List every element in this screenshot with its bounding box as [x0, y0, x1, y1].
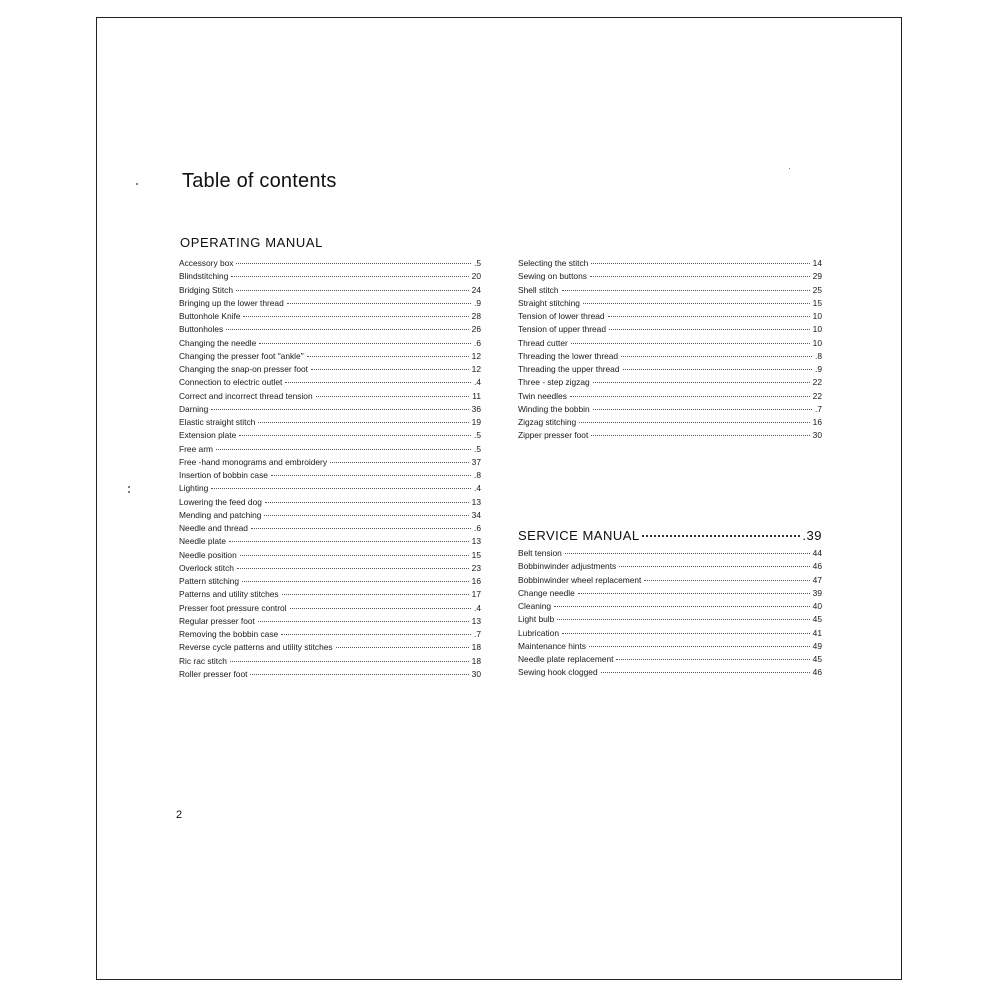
- toc-entry-page: .5: [474, 443, 481, 454]
- toc-entry-title: Light bulb: [518, 614, 555, 625]
- toc-entry-page: .4: [474, 602, 481, 613]
- toc-entry-title: Ric rac stitch: [179, 655, 227, 666]
- toc-entry-title: Mending and patching: [179, 509, 262, 520]
- toc-entry-page: .8: [815, 350, 822, 361]
- scan-speck: [136, 183, 138, 185]
- dot-leader: [226, 329, 468, 330]
- dot-leader: [236, 290, 469, 291]
- toc-entry-title: Extension plate: [179, 430, 237, 441]
- toc-entry-page: 13: [471, 536, 481, 547]
- toc-entry-title: Connection to electric outlet: [179, 377, 283, 388]
- toc-entry: [179, 310, 481, 323]
- toc-entry-title: Maintenance hints: [518, 640, 586, 651]
- toc-entry: [518, 270, 822, 283]
- scan-speck: [128, 486, 130, 488]
- toc-entry-title: Bobbinwinder wheel replacement: [518, 574, 642, 585]
- toc-entry: [179, 363, 481, 376]
- scan-speck: [789, 168, 790, 169]
- dot-leader: [316, 396, 470, 397]
- toc-entry-title: Elastic straight stitch: [179, 417, 256, 427]
- toc-entry: [518, 587, 822, 600]
- dot-leader: [259, 343, 471, 344]
- dot-leader: [290, 608, 471, 609]
- dot-leader: [251, 528, 471, 529]
- toc-entry-title: Free -hand monograms and embroidery: [179, 456, 328, 467]
- toc-entry-title: Needle plate: [179, 536, 227, 547]
- toc-entry-page: 20: [471, 271, 481, 282]
- toc-entry: [179, 535, 481, 548]
- toc-entry-title: Thread cutter: [518, 337, 568, 348]
- toc-entry: [179, 562, 481, 575]
- dot-leader: [591, 263, 809, 264]
- toc-entry: [179, 390, 481, 403]
- toc-entry: [179, 522, 481, 535]
- toc-entry: [179, 284, 481, 297]
- dot-leader: [591, 435, 809, 436]
- toc-entry: [179, 602, 481, 615]
- toc-entry-page: 10: [812, 324, 822, 335]
- toc-entry: [179, 549, 481, 562]
- toc-entry-title: Shell stitch: [518, 284, 559, 295]
- toc-entry: [179, 416, 481, 429]
- dot-leader: [608, 316, 810, 317]
- toc-entry-title: Changing the snap-on presser foot: [179, 364, 308, 374]
- toc-entry-title: Insertion of bobbin case: [179, 470, 268, 480]
- toc-entry-title: Needle and thread: [179, 523, 248, 533]
- toc-entry-title: Cleaning: [518, 601, 552, 611]
- dot-leader: [211, 488, 471, 489]
- toc-entry-title: Presser foot pressure control: [179, 602, 287, 613]
- toc-entry: [518, 416, 822, 429]
- toc-entry-page: 29: [812, 271, 822, 282]
- dot-leader: [250, 674, 468, 675]
- toc-entry-page: 10: [812, 337, 822, 348]
- dot-leader: [285, 382, 471, 383]
- toc-entry: [179, 641, 481, 654]
- dot-leader: [258, 422, 468, 423]
- dot-leader: [621, 356, 812, 357]
- dot-leader: [239, 435, 471, 436]
- toc-entry: [179, 376, 481, 389]
- toc-entry: [518, 297, 822, 310]
- toc-entry-page: 13: [471, 615, 481, 626]
- toc-entry-page: 15: [471, 549, 481, 560]
- toc-entry-title: Lowering the feed dog: [179, 496, 262, 507]
- toc-entry-title: Regular presser foot: [179, 615, 255, 626]
- service-manual-page: .39: [802, 528, 822, 543]
- toc-entry-title: Free arm: [179, 443, 213, 454]
- toc-entry-title: Removing the bobbin case: [179, 629, 279, 639]
- toc-entry: [518, 547, 822, 560]
- toc-entry-page: 40: [812, 601, 822, 611]
- toc-entry: [518, 560, 822, 573]
- toc-entry-page: 16: [812, 417, 822, 427]
- toc-entry-page: 19: [471, 417, 481, 427]
- toc-entry-title: Zipper presser foot: [518, 430, 589, 441]
- operating-manual-left-column: [179, 257, 481, 681]
- dot-leader: [562, 290, 810, 291]
- toc-entry: [179, 323, 481, 336]
- toc-entry: [179, 628, 481, 641]
- dot-leader: [644, 580, 809, 581]
- toc-entry-title: Overlock stitch: [179, 562, 234, 573]
- dot-leader: [583, 303, 810, 304]
- toc-entry-page: 17: [471, 589, 481, 600]
- toc-entry-page: 12: [471, 364, 481, 374]
- page-title: Table of contents: [182, 170, 337, 192]
- toc-entry: [179, 456, 481, 469]
- toc-entry-page: 22: [812, 377, 822, 388]
- toc-entry-page: 45: [812, 614, 822, 625]
- toc-entry: [179, 270, 481, 283]
- toc-entry: [518, 403, 822, 416]
- toc-entry-page: 28: [471, 311, 481, 321]
- toc-entry: [179, 588, 481, 601]
- dot-leader: [231, 276, 468, 277]
- toc-entry-title: Lighting: [179, 483, 209, 494]
- dot-leader: [336, 647, 469, 648]
- toc-entry-title: Changing the presser foot "ankle": [179, 350, 304, 361]
- toc-entry: [179, 443, 481, 456]
- toc-entry-page: 25: [812, 284, 822, 295]
- toc-entry-page: 41: [812, 627, 822, 638]
- toc-entry: [518, 337, 822, 350]
- toc-entry-title: Bringing up the lower thread: [179, 297, 284, 308]
- dot-leader: [619, 566, 809, 567]
- dot-leader: [216, 449, 471, 450]
- service-manual-heading: SERVICE MANUAL: [518, 528, 640, 543]
- dot-leader: [211, 409, 468, 410]
- toc-entry: [179, 469, 481, 482]
- toc-entry-title: Patterns and utility stitches: [179, 589, 279, 600]
- dot-leader: [571, 343, 810, 344]
- toc-entry-title: Selecting the stitch: [518, 258, 589, 268]
- dot-leader: [565, 553, 810, 554]
- toc-entry: [179, 668, 481, 681]
- toc-entry-page: 34: [471, 509, 481, 520]
- dot-leader: [264, 515, 468, 516]
- page-number: 2: [176, 809, 183, 821]
- toc-entry: [518, 640, 822, 653]
- toc-entry: [179, 509, 481, 522]
- toc-entry-page: 11: [472, 390, 481, 401]
- toc-entry-page: 10: [812, 311, 822, 321]
- toc-entry-title: Blindstitching: [179, 271, 229, 282]
- toc-entry-title: Pattern stitching: [179, 576, 240, 586]
- toc-entry-title: Darning: [179, 403, 209, 414]
- toc-entry-title: Winding the bobbin: [518, 403, 590, 414]
- toc-entry-page: .6: [474, 337, 481, 348]
- toc-entry: [518, 627, 822, 640]
- toc-entry: [518, 257, 822, 270]
- toc-entry-title: Bobbinwinder adjustments: [518, 561, 617, 572]
- toc-entry: [179, 615, 481, 628]
- dot-leader: [330, 462, 469, 463]
- toc-entry-page: 16: [471, 576, 481, 586]
- toc-entry-page: 23: [471, 562, 481, 573]
- toc-entry: [518, 613, 822, 626]
- toc-entry-page: 18: [471, 642, 481, 653]
- toc-entry-title: Changing the needle: [179, 337, 257, 348]
- toc-entry: [518, 666, 822, 679]
- toc-entry-title: Needle position: [179, 549, 237, 560]
- toc-entry-page: 13: [471, 496, 481, 507]
- toc-entry-page: 47: [812, 574, 822, 585]
- toc-entry-title: Zigzag stitching: [518, 417, 577, 427]
- toc-entry: [179, 297, 481, 310]
- toc-entry-title: Needle plate replacement: [518, 654, 614, 664]
- toc-entry-page: 12: [471, 350, 481, 361]
- toc-entry-title: Three - step zigzag: [518, 377, 590, 388]
- toc-entry-title: Belt tension: [518, 548, 562, 558]
- dot-leader: [240, 555, 469, 556]
- dot-leader: [589, 646, 810, 647]
- toc-entry: [518, 323, 822, 336]
- toc-entry-page: 18: [471, 655, 481, 666]
- dot-leader: [557, 619, 809, 620]
- toc-entry: [518, 429, 822, 442]
- dot-leader: [258, 621, 469, 622]
- toc-entry-page: 44: [812, 548, 822, 558]
- toc-entry: [179, 257, 481, 270]
- dot-leader: [570, 396, 810, 397]
- toc-entry: [518, 574, 822, 587]
- toc-entry: [518, 653, 822, 666]
- toc-entry-page: .6: [474, 523, 481, 533]
- toc-entry: [518, 600, 822, 613]
- toc-entry-title: Correct and incorrect thread tension: [179, 390, 313, 401]
- toc-entry-page: .7: [815, 403, 822, 414]
- toc-entry: [179, 482, 481, 495]
- toc-entry-page: .5: [474, 430, 481, 441]
- dot-leader: [307, 356, 469, 357]
- toc-entry-page: 46: [812, 561, 822, 572]
- toc-entry-page: .8: [474, 470, 481, 480]
- dot-leader: [229, 541, 469, 542]
- operating-manual-right-column: [518, 257, 822, 443]
- toc-entry: [518, 310, 822, 323]
- toc-entry-page: 49: [812, 640, 822, 651]
- toc-entry: [518, 376, 822, 389]
- toc-entry-page: .7: [474, 629, 481, 639]
- toc-entry: [179, 429, 481, 442]
- toc-entry: [179, 350, 481, 363]
- dot-leader: [237, 568, 469, 569]
- dot-leader: [601, 672, 810, 673]
- toc-entry-title: Roller presser foot: [179, 668, 248, 679]
- operating-manual-heading: OPERATING MANUAL: [180, 235, 323, 250]
- toc-entry: [518, 390, 822, 403]
- dot-leader: [609, 329, 810, 330]
- dot-leader: [579, 422, 809, 423]
- toc-entry-page: 39: [812, 587, 822, 598]
- toc-entry-page: 22: [812, 390, 822, 401]
- toc-entry-page: 24: [471, 284, 481, 295]
- dot-leader: [281, 634, 471, 635]
- toc-entry-page: 36: [471, 403, 481, 414]
- toc-entry: [179, 337, 481, 350]
- toc-entry-title: Buttonhole Knife: [179, 311, 241, 321]
- toc-entry-title: Twin needles: [518, 390, 567, 401]
- toc-entry-title: Threading the upper thread: [518, 364, 620, 374]
- toc-entry-title: Change needle: [518, 587, 575, 598]
- toc-entry-title: Sewing hook clogged: [518, 667, 598, 678]
- toc-entry-title: Tension of upper thread: [518, 324, 606, 335]
- toc-entry: [518, 350, 822, 363]
- toc-entry-title: Tension of lower thread: [518, 311, 605, 321]
- toc-entry-page: 45: [812, 654, 822, 664]
- dot-leader: [230, 661, 469, 662]
- service-manual-heading-row: [518, 528, 822, 543]
- toc-entry-page: 46: [812, 667, 822, 678]
- toc-entry-page: .4: [474, 377, 481, 388]
- toc-entry: [518, 284, 822, 297]
- toc-entry-title: Accessory box: [179, 258, 234, 268]
- toc-entry-title: Bridging Stitch: [179, 284, 233, 295]
- dot-leader: [616, 659, 809, 660]
- toc-entry: [518, 363, 822, 376]
- toc-entry: [179, 655, 481, 668]
- dot-leader: [623, 369, 812, 370]
- toc-entry-page: .5: [474, 258, 481, 268]
- dot-leader: [593, 382, 810, 383]
- toc-entry-page: .4: [474, 483, 481, 494]
- toc-entry: [179, 575, 481, 588]
- dot-leader: [271, 475, 471, 476]
- dot-leader: [562, 633, 810, 634]
- dot-leader: [578, 593, 810, 594]
- toc-entry-title: Threading the lower thread: [518, 350, 619, 361]
- toc-entry-page: 30: [471, 668, 481, 679]
- toc-entry: [179, 496, 481, 509]
- toc-entry-title: Reverse cycle patterns and utility stitches: [179, 642, 333, 653]
- dot-leader: [593, 409, 812, 410]
- dot-leader: [311, 369, 469, 370]
- toc-entry-page: 14: [812, 258, 822, 268]
- toc-entry-page: 15: [812, 297, 822, 308]
- dot-leader: [590, 276, 810, 277]
- scan-speck: [128, 491, 130, 493]
- dot-leader: [287, 303, 471, 304]
- toc-entry-page: 37: [471, 456, 481, 467]
- toc-entry-title: Buttonholes: [179, 324, 224, 335]
- toc-entry-page: 30: [812, 430, 822, 441]
- toc-entry-page: .9: [815, 364, 822, 374]
- toc-entry: [179, 403, 481, 416]
- dot-leader: [282, 594, 469, 595]
- dot-leader: [236, 263, 471, 264]
- dot-leader: [265, 502, 469, 503]
- toc-entry-title: Sewing on buttons: [518, 271, 587, 282]
- dot-leader: [642, 535, 801, 537]
- toc-entry-page: .9: [474, 297, 481, 308]
- toc-entry-title: Straight stitching: [518, 297, 580, 308]
- service-manual-column: [518, 547, 822, 680]
- dot-leader: [554, 606, 810, 607]
- dot-leader: [243, 316, 468, 317]
- dot-leader: [242, 581, 469, 582]
- toc-entry-title: Lubrication: [518, 627, 559, 638]
- toc-entry-page: 26: [471, 324, 481, 335]
